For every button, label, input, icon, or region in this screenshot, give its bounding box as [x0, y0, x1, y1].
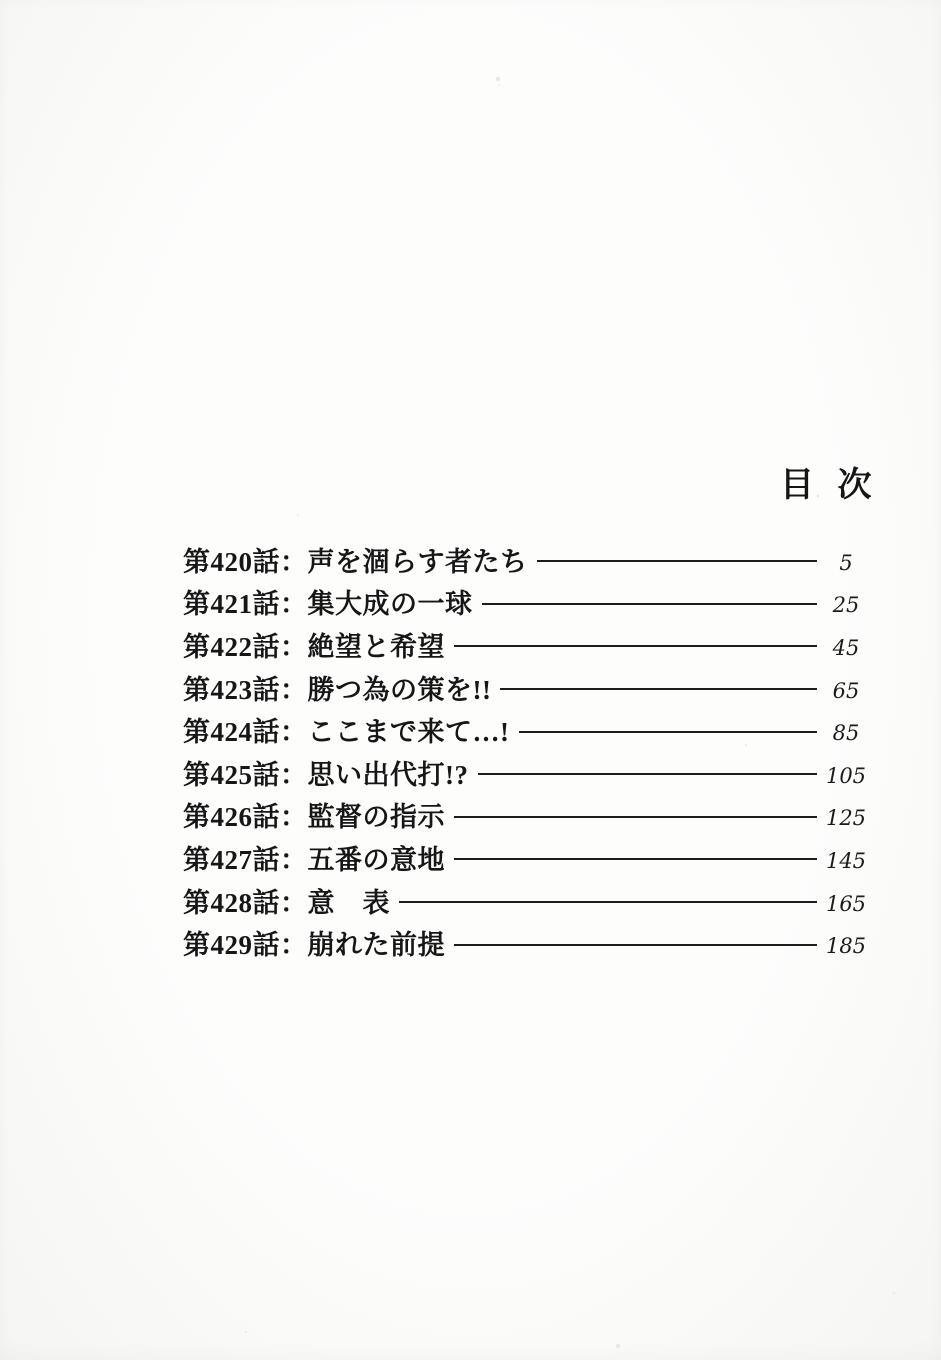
toc-entry [183, 882, 869, 925]
page-number: 145 [825, 848, 867, 873]
page-number: 165 [825, 891, 867, 916]
scan-speckles [0, 0, 2, 2]
page-number: 105 [825, 763, 867, 788]
leader-line [537, 560, 818, 562]
chapter-label: 第424話：ここまで来て…! [183, 717, 510, 748]
page-title: 目 次 [780, 466, 873, 504]
leader-line [454, 645, 817, 647]
chapter-label: 第425話：思い出代打!? [183, 759, 469, 790]
chapter-label: 第421話：集大成の一球 [183, 589, 473, 620]
page-number: 85 [832, 721, 860, 746]
toc-entry [183, 669, 869, 712]
toc-entry [183, 754, 869, 797]
page-number: 185 [825, 934, 867, 959]
chapter-label: 第426話：監督の指示 [183, 802, 445, 833]
leader-line [478, 773, 818, 775]
leader-line [500, 688, 817, 690]
toc-entry [183, 541, 869, 584]
page-number: 5 [839, 550, 853, 575]
chapter-label: 第428話：意 表 [183, 887, 390, 918]
leader-line [454, 816, 817, 818]
leader-line [482, 603, 818, 605]
toc-entry [183, 626, 869, 669]
page-number: 65 [832, 678, 860, 703]
toc-entry [183, 839, 869, 882]
toc-entry [183, 797, 869, 840]
toc-entry [183, 924, 869, 967]
page-number: 125 [825, 806, 867, 831]
page-number: 45 [832, 635, 860, 660]
chapter-label: 第422話：絶望と希望 [183, 631, 445, 662]
chapter-label: 第429話：崩れた前提 [183, 930, 445, 961]
chapter-label: 第427話：五番の意地 [183, 844, 445, 875]
toc-entry [183, 711, 869, 754]
page-number: 25 [832, 593, 860, 618]
chapter-label: 第420話：声を涸らす者たち [183, 546, 528, 577]
chapter-label: 第423話：勝つ為の策を!! [183, 674, 492, 705]
leader-line [519, 731, 818, 733]
toc-list [183, 541, 869, 967]
leader-line [399, 901, 817, 903]
toc-entry [183, 584, 869, 627]
leader-line [454, 944, 817, 946]
leader-line [454, 858, 817, 860]
